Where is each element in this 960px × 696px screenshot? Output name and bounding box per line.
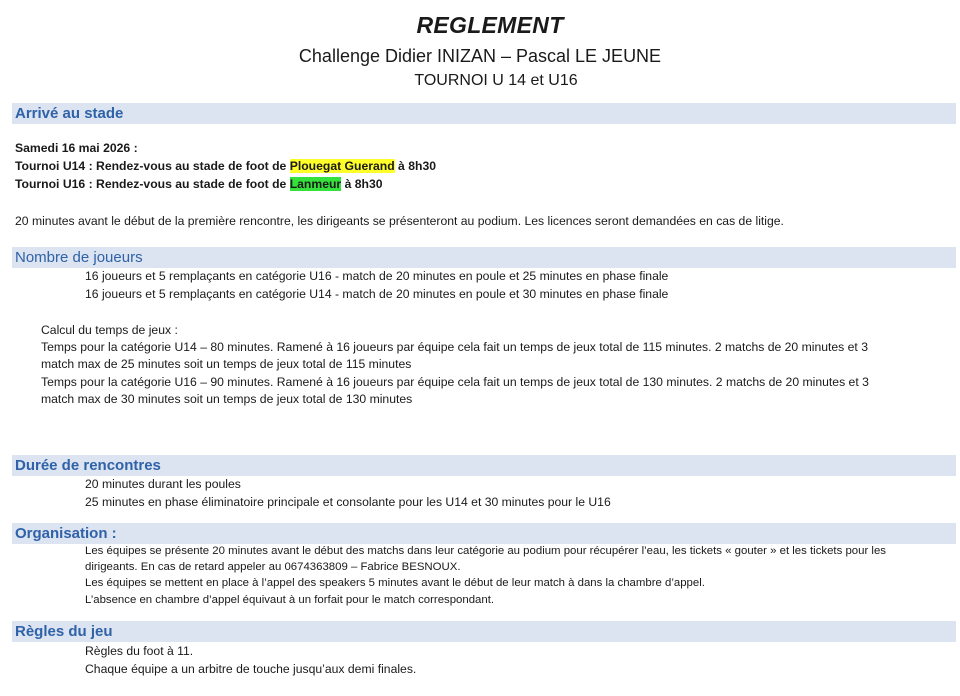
arrive-u16-prefix: Tournoi U16 : Rendez-vous au stade de foot de <box>15 177 290 191</box>
organisation-line4: L’absence en chambre d’appel équivaut à un forfait pour le match correspondant. <box>85 594 495 606</box>
calc-title: Calcul du temps de jeux : <box>41 323 178 337</box>
document-title: REGLEMENT <box>416 12 564 38</box>
arrive-date: Samedi 16 mai 2026 : <box>15 141 138 155</box>
duree-line-phase: 25 minutes en phase éliminatoire principale et consolante pour les U14 et 30 minutes pour le U16 <box>85 495 611 509</box>
arrive-u16-place-highlight: Lanmeur <box>289 177 342 191</box>
calc-u16-line2: match max de 30 minutes soit un temps de jeux total de 130 minutes <box>41 392 413 406</box>
organisation-line1: Les équipes se présente 20 minutes avant le début des matchs dans leur catégorie au podium pour récupérer l’eau, les tickets « gouter » et les tickets pour les <box>85 545 886 557</box>
document-subtitle-tournament: TOURNOI U 14 et U16 <box>414 72 578 89</box>
duree-line-poules: 20 minutes durant les poules <box>85 477 241 491</box>
joueurs-line-u14: 16 joueurs et 5 remplaçants en catégorie U14 - match de 20 minutes en poule et 30 minutes en phase finale <box>85 287 669 301</box>
organisation-line2: dirigeants. En cas de retard appeler au 0674363809 – Fabrice BESNOUX. <box>85 561 461 573</box>
regles-line2: Chaque équipe a un arbitre de touche jusqu’aux demi finales. <box>85 662 417 676</box>
arrive-u14-prefix: Tournoi U14 : Rendez-vous au stade de foot de <box>15 159 290 173</box>
section-heading-joueurs: Nombre de joueurs <box>12 247 956 268</box>
arrive-u14-line <box>15 158 436 176</box>
arrive-u16-suffix: à 8h30 <box>341 177 383 191</box>
regles-line1: Règles du foot à 11. <box>85 644 194 658</box>
section-heading-duree: Durée de rencontres <box>12 455 956 476</box>
calc-u16-line1: Temps pour la catégorie U16 – 90 minutes. Ramené à 16 joueurs par équipe cela fait un temps de jeux total de 130 minutes. 2 matchs de 20 minutes et 3 <box>41 375 869 389</box>
arrive-u16-line <box>15 176 383 194</box>
calc-u14-line2: match max de 25 minutes soit un temps de jeux total de 115 minutes <box>41 357 412 371</box>
section-heading-regles: Règles du jeu <box>12 621 956 642</box>
section-heading-arrive: Arrivé au stade <box>12 103 956 124</box>
organisation-line3: Les équipes se mettent en place à l’appel des speakers 5 minutes avant le début de leur match à dans la chambre d’appel. <box>85 577 705 589</box>
document-subtitle: Challenge Didier INIZAN – Pascal LE JEUNE <box>298 46 662 66</box>
joueurs-line-u16: 16 joueurs et 5 remplaçants en catégorie U16 - match de 20 minutes en poule et 25 minutes en phase finale <box>85 269 669 283</box>
arrive-u14-place-highlight: Plouegat Guerand <box>289 159 395 173</box>
arrive-u14-suffix: à 8h30 <box>394 159 437 173</box>
calc-u14-line1: Temps pour la catégorie U14 – 80 minutes. Ramené à 16 joueurs par équipe cela fait un temps de jeux total de 115 minutes. 2 matchs de 20 minutes et 3 <box>41 340 868 354</box>
arrive-note: 20 minutes avant le début de la première rencontre, les dirigeants se présenteront au podium. Les licences seront demandées en cas de litige. <box>15 214 784 228</box>
section-heading-organisation: Organisation : <box>12 523 956 544</box>
